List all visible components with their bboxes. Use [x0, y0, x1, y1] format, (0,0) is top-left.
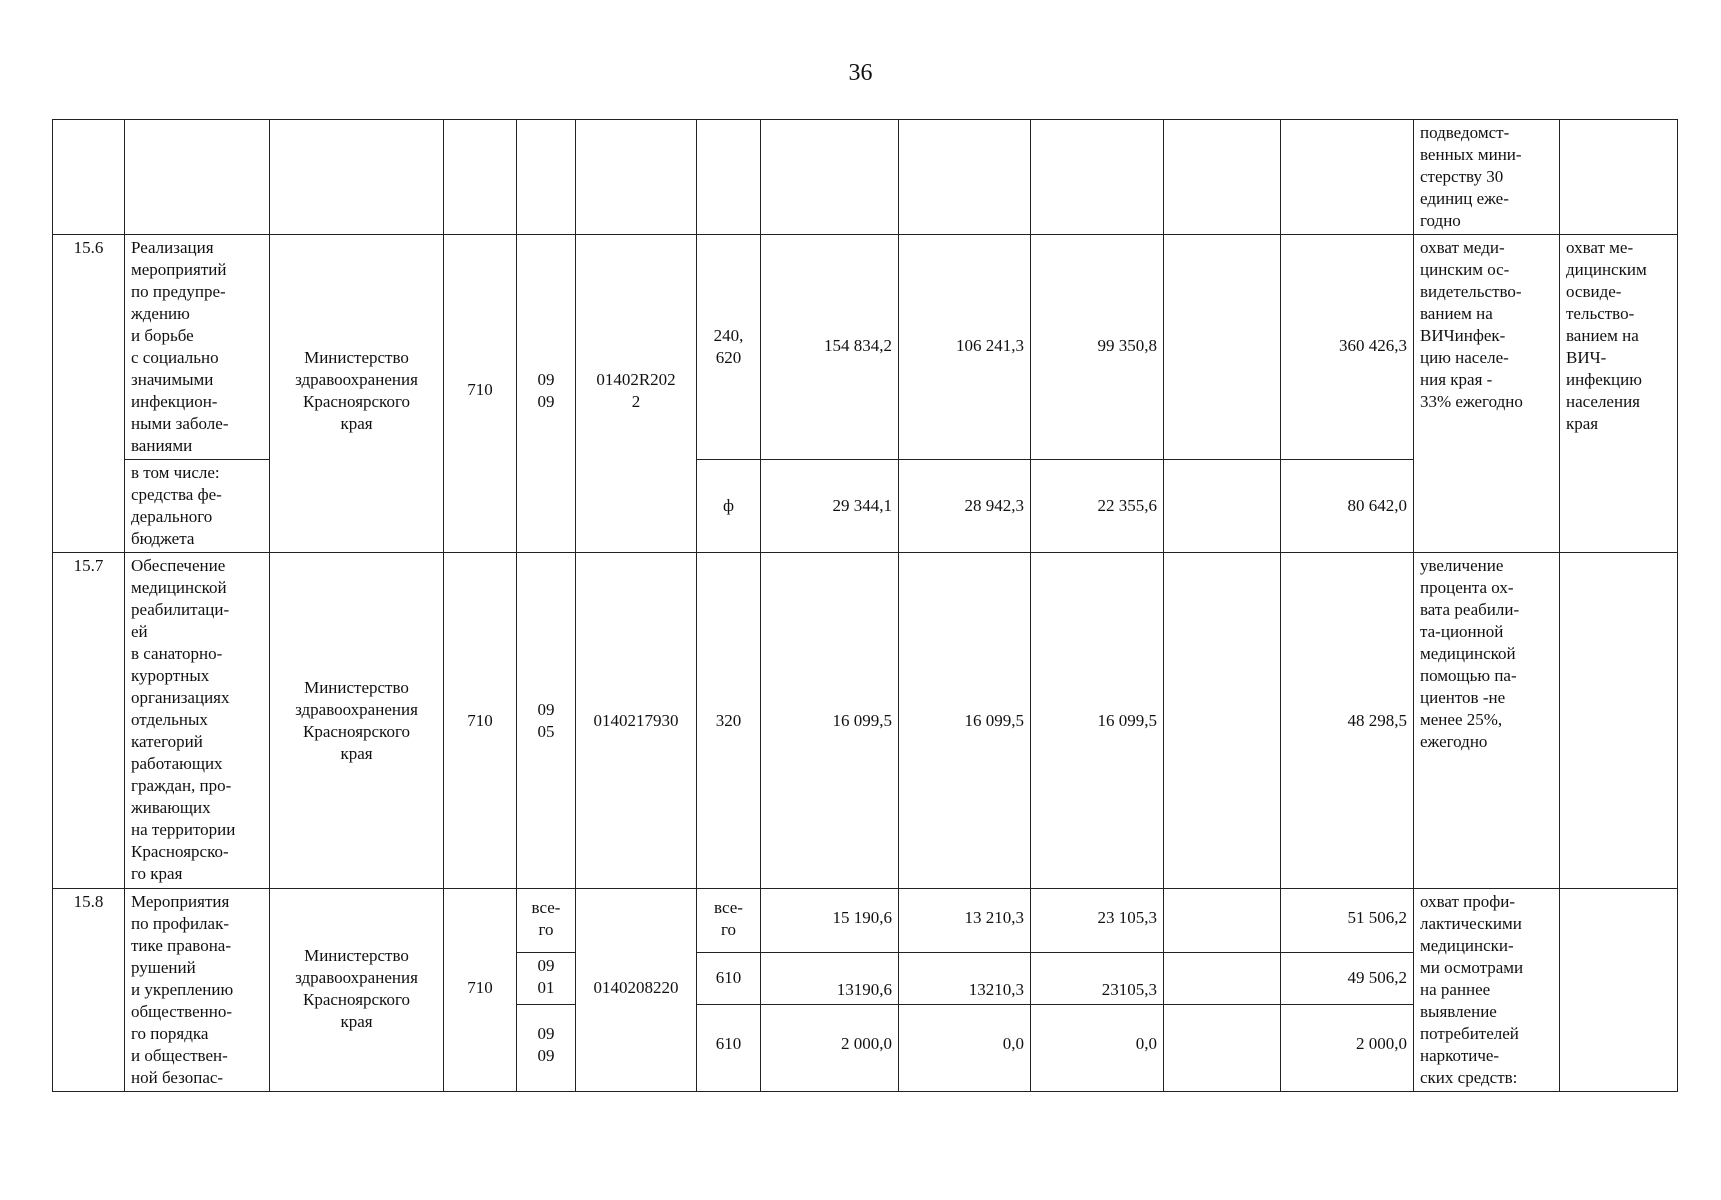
year1-value: 13190,6: [761, 952, 899, 1004]
activity-name: Реализация мероприятий по предупре- ждению и борьбе с социально значимыми инфекцион- ными заболе- ваниями: [125, 235, 270, 460]
rzpr-code: все- го: [517, 889, 576, 953]
empty-cell: [1560, 553, 1678, 889]
total-value: 48 298,5: [1281, 553, 1414, 889]
vr-code: 610: [697, 952, 761, 1004]
year1-value: 154 834,2: [761, 235, 899, 460]
vr-code: все- го: [697, 889, 761, 953]
rzpr-code: 09 01: [517, 952, 576, 1004]
indicator-cell: охват меди- цинским ос- видетельство- ванием на ВИЧинфек- цию населе- ния края - 33% ежегодно: [1414, 235, 1560, 553]
table-row-15-6: [53, 235, 1678, 460]
empty-cell: [1164, 460, 1281, 553]
empty-cell: [1560, 889, 1678, 1092]
year3-value: 99 350,8: [1031, 235, 1164, 460]
rzpr-code: 09 09: [517, 235, 576, 553]
activity-name: Обеспечение медицинской реабилитаци- ей в санаторно- курортных организациях отдельных категорий работающих граждан, про- живающих на территории Красноярско- го края: [125, 553, 270, 889]
total-value: 80 642,0: [1281, 460, 1414, 553]
vr-code: ф: [697, 460, 761, 553]
year3-value: 23 105,3: [1031, 889, 1164, 953]
grbs-code: 710: [444, 235, 517, 553]
csr-code: 01402R202 2: [576, 235, 697, 553]
total-value: 360 426,3: [1281, 235, 1414, 460]
vr-code: 320: [697, 553, 761, 889]
year1-value: 15 190,6: [761, 889, 899, 953]
csr-code: 0140208220: [576, 889, 697, 1092]
empty-cell: [1164, 235, 1281, 460]
year2-value: 106 241,3: [899, 235, 1031, 460]
year3-value: 22 355,6: [1031, 460, 1164, 553]
total-value: 51 506,2: [1281, 889, 1414, 953]
activity-sub-name: в том числе: средства фе- дерального бюджета: [125, 460, 270, 553]
program-activities-table: [52, 119, 1678, 1092]
year3-value: 0,0: [1031, 1004, 1164, 1091]
rzpr-code: 09 05: [517, 553, 576, 889]
executor-cell: Министерство здравоохранения Красноярского края: [270, 553, 444, 889]
empty-cell: [1164, 889, 1281, 953]
grbs-code: 710: [444, 889, 517, 1092]
year1-value: 2 000,0: [761, 1004, 899, 1091]
row-number: 15.6: [53, 235, 125, 553]
year3-value: 16 099,5: [1031, 553, 1164, 889]
year2-value: 0,0: [899, 1004, 1031, 1091]
indicator-cell: увеличение процента ох- вата реабили- та-ционной медицинской помощью па- циентов -не менее 25%, ежегодно: [1414, 553, 1560, 889]
year1-value: 29 344,1: [761, 460, 899, 553]
indicator-cell: охват профи- лактическими медицински- ми осмотрами на раннее выявление потребителей наркотиче- ских средств:: [1414, 889, 1560, 1092]
csr-code: 0140217930: [576, 553, 697, 889]
executor-cell: Министерство здравоохранения Красноярского края: [270, 235, 444, 553]
year2-value: 13 210,3: [899, 889, 1031, 953]
empty-cell: [1164, 553, 1281, 889]
vr-code: 240, 620: [697, 235, 761, 460]
continuation-row: [53, 120, 1678, 235]
empty-cell: [1164, 1004, 1281, 1091]
table-row-15-8: [53, 889, 1678, 953]
total-value: 2 000,0: [1281, 1004, 1414, 1091]
year3-value: 23105,3: [1031, 952, 1164, 1004]
page-number: 36: [848, 60, 873, 86]
table-row-15-7: [53, 553, 1678, 889]
year2-value: 28 942,3: [899, 460, 1031, 553]
year1-value: 16 099,5: [761, 553, 899, 889]
rzpr-code: 09 09: [517, 1004, 576, 1091]
indicator-cell: подведомст- венных мини- стерству 30 единиц еже- годно: [1414, 120, 1560, 235]
executor-cell: Министерство здравоохранения Красноярского края: [270, 889, 444, 1092]
total-value: 49 506,2: [1281, 952, 1414, 1004]
vr-code: 610: [697, 1004, 761, 1091]
year2-value: 16 099,5: [899, 553, 1031, 889]
empty-cell: [1164, 952, 1281, 1004]
year2-value: 13210,3: [899, 952, 1031, 1004]
activity-name: Мероприятия по профилак- тике правона- рушений и укреплению общественно- го порядка и обществен- ной безопас-: [125, 889, 270, 1092]
grbs-code: 710: [444, 553, 517, 889]
row-number: 15.7: [53, 553, 125, 889]
result-cell: охват ме- дицинским освиде- тельство- ванием на ВИЧ- инфекцию населения края: [1560, 235, 1678, 553]
row-number: 15.8: [53, 889, 125, 1092]
